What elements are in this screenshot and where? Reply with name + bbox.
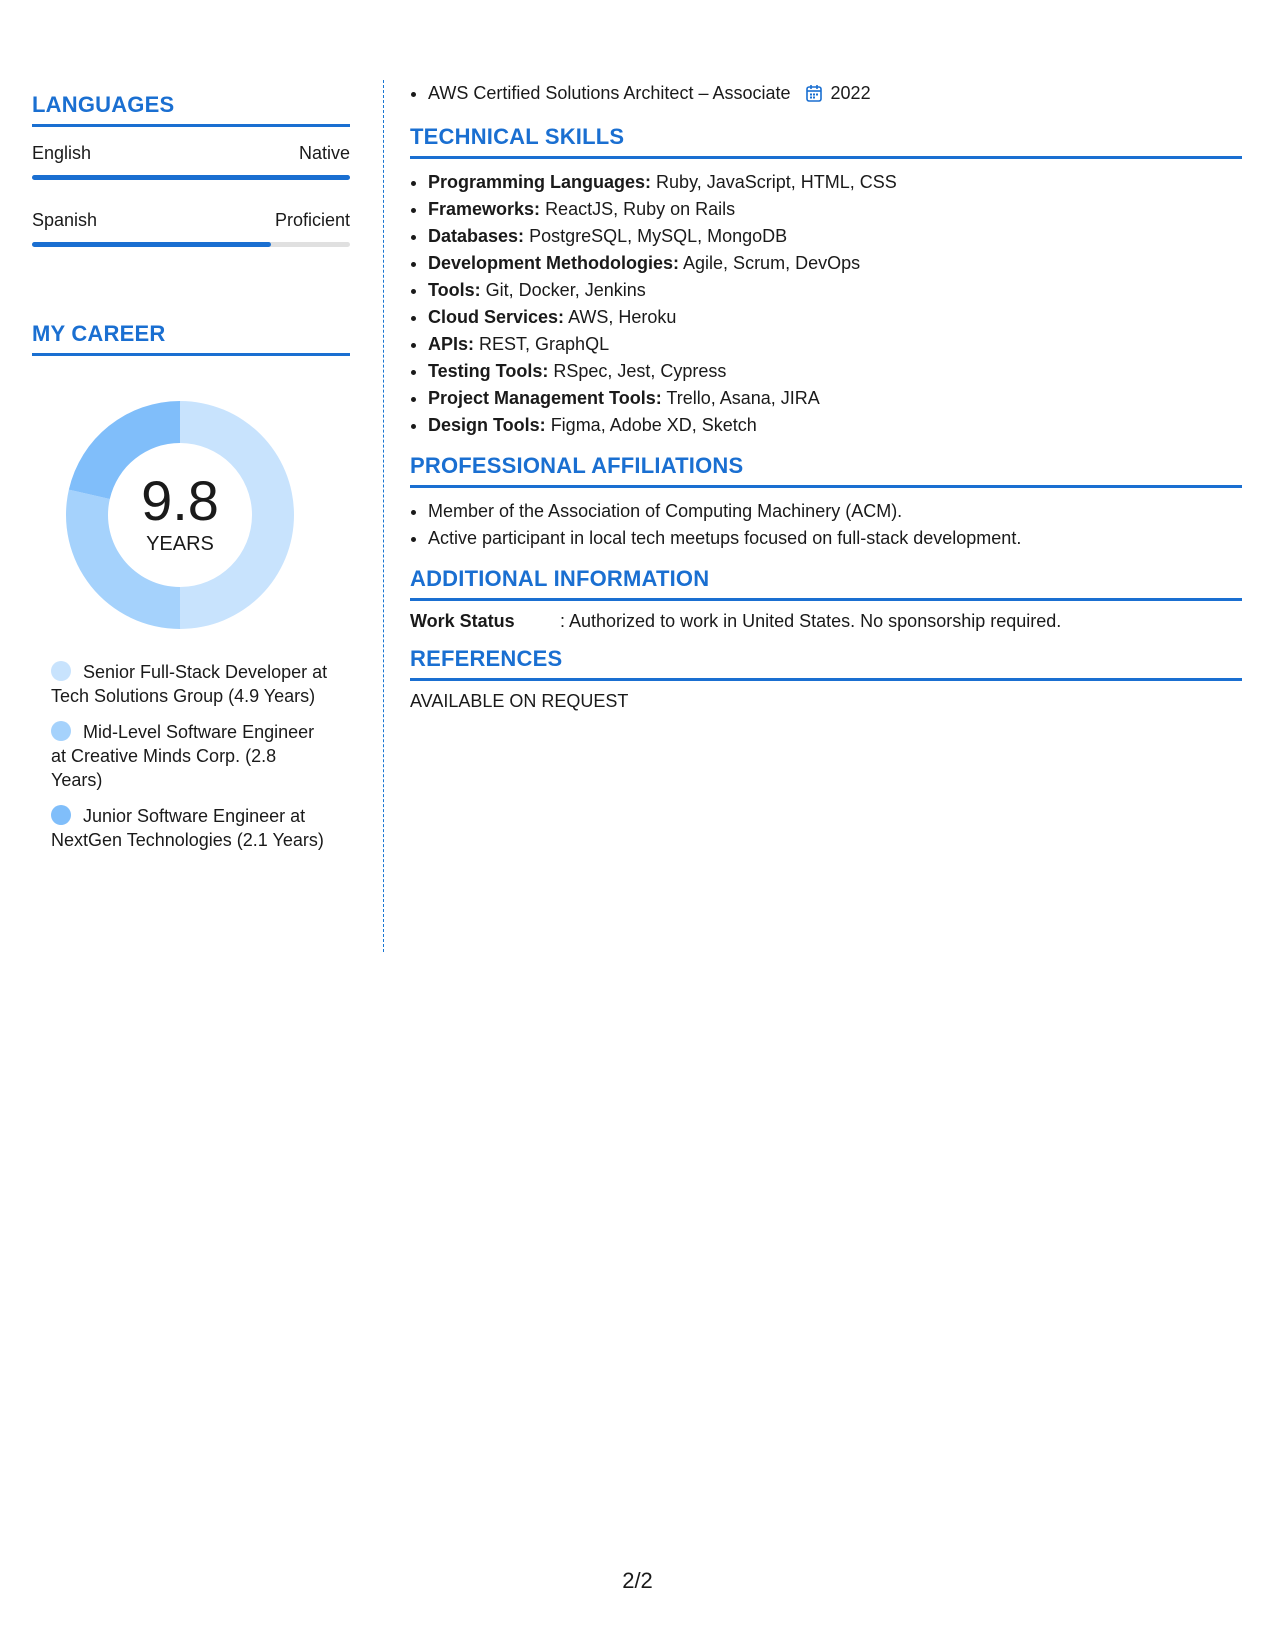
skill-value: Figma, Adobe XD, Sketch [550,415,757,435]
career-legend-item [51,660,330,708]
career-legend [32,660,350,852]
language-proficiency-fill [32,242,271,247]
legend-text: Senior Full-Stack Developer at Tech Solutions Group (4.9 Years) [51,662,328,706]
skill-item [428,196,1242,223]
additional-info-title: ADDITIONAL INFORMATION [410,566,1242,601]
column-divider [383,80,384,952]
skill-label: Frameworks: [428,199,541,219]
skill-item [428,277,1242,304]
skill-value: RSpec, Jest, Cypress [553,361,727,381]
technical-skills-title: TECHNICAL SKILLS [410,124,1242,159]
skill-item [428,250,1242,277]
work-status-row [410,611,1242,632]
left-column [32,92,350,864]
skill-item [428,223,1242,250]
skill-value: PostgreSQL, MySQL, MongoDB [529,226,788,246]
career-legend-item [51,720,330,792]
work-status-value: : Authorized to work in United States. No sponsorship required. [560,611,1062,631]
languages-list [32,143,350,247]
career-total-value: 9.8 [141,468,219,532]
career-title: MY CAREER [32,321,350,356]
language-proficiency-fill [32,175,350,180]
page-number: 2/2 [622,1568,653,1593]
legend-dot [51,721,71,741]
language-level: Native [298,143,350,163]
legend-text: Junior Software Engineer at NextGen Technologies (2.1 Years) [51,806,324,850]
certification-text: AWS Certified Solutions Architect – Associate [428,83,791,103]
skill-label: Cloud Services: [428,307,565,327]
affiliation-item: • Member of the Association of Computing Machinery (ACM). [428,498,1242,525]
skill-value: Ruby, JavaScript, HTML, CSS [656,172,897,192]
certification-list [410,80,1242,110]
language-name: Spanish [32,210,98,230]
right-column [410,80,1242,712]
language-name: English [32,143,92,163]
skill-label: Databases: [428,226,525,246]
skill-value: ReactJS, Ruby on Rails [545,199,736,219]
skill-item [428,304,1242,331]
skill-item [428,385,1242,412]
skill-value: Trello, Asana, JIRA [666,388,820,408]
skill-value: AWS, Heroku [568,307,677,327]
additional-info-section [410,566,1242,632]
skill-item [428,169,1242,196]
affiliations-list [410,498,1242,552]
skill-item [428,412,1242,439]
affiliations-section [410,453,1242,552]
legend-dot [51,661,71,681]
skill-item [428,358,1242,385]
certification-item [428,80,1242,110]
career-donut-chart [65,400,295,630]
skill-value: REST, GraphQL [479,334,610,354]
references-title: REFERENCES [410,646,1242,681]
career-total-unit: YEARS [146,532,214,555]
references-text: AVAILABLE ON REQUEST [410,691,629,711]
certification-year: 2022 [830,83,871,103]
skill-value: Git, Docker, Jenkins [485,280,646,300]
affiliation-item: • Active participant in local tech meetups focused on full-stack development. [428,525,1242,552]
affiliations-title: PROFESSIONAL AFFILIATIONS [410,453,1242,488]
technical-skills-section [410,124,1242,439]
technical-skills-list [410,169,1242,439]
languages-title: LANGUAGES [32,92,350,127]
career-section [32,321,350,852]
legend-dot [51,805,71,825]
language-proficiency-bar [32,175,350,180]
skill-label: Testing Tools: [428,361,549,381]
calendar-icon [806,83,822,110]
language-item [32,143,350,180]
skill-label: Programming Languages: [428,172,652,192]
skill-label: Tools: [428,280,481,300]
skill-item [428,331,1242,358]
legend-text: Mid-Level Software Engineer at Creative Minds Corp. (2.8 Years) [51,722,315,790]
language-item [32,210,350,247]
language-level: Proficient [274,210,350,230]
work-status-label: Work Status [410,611,515,631]
career-legend-item [51,804,330,852]
references-section [410,646,1242,712]
skill-label: Development Methodologies: [428,253,680,273]
language-proficiency-bar [32,242,350,247]
skill-label: Project Management Tools: [428,388,662,408]
skill-label: Design Tools: [428,415,546,435]
skill-label: APIs: [428,334,475,354]
skill-value: Agile, Scrum, DevOps [683,253,861,273]
